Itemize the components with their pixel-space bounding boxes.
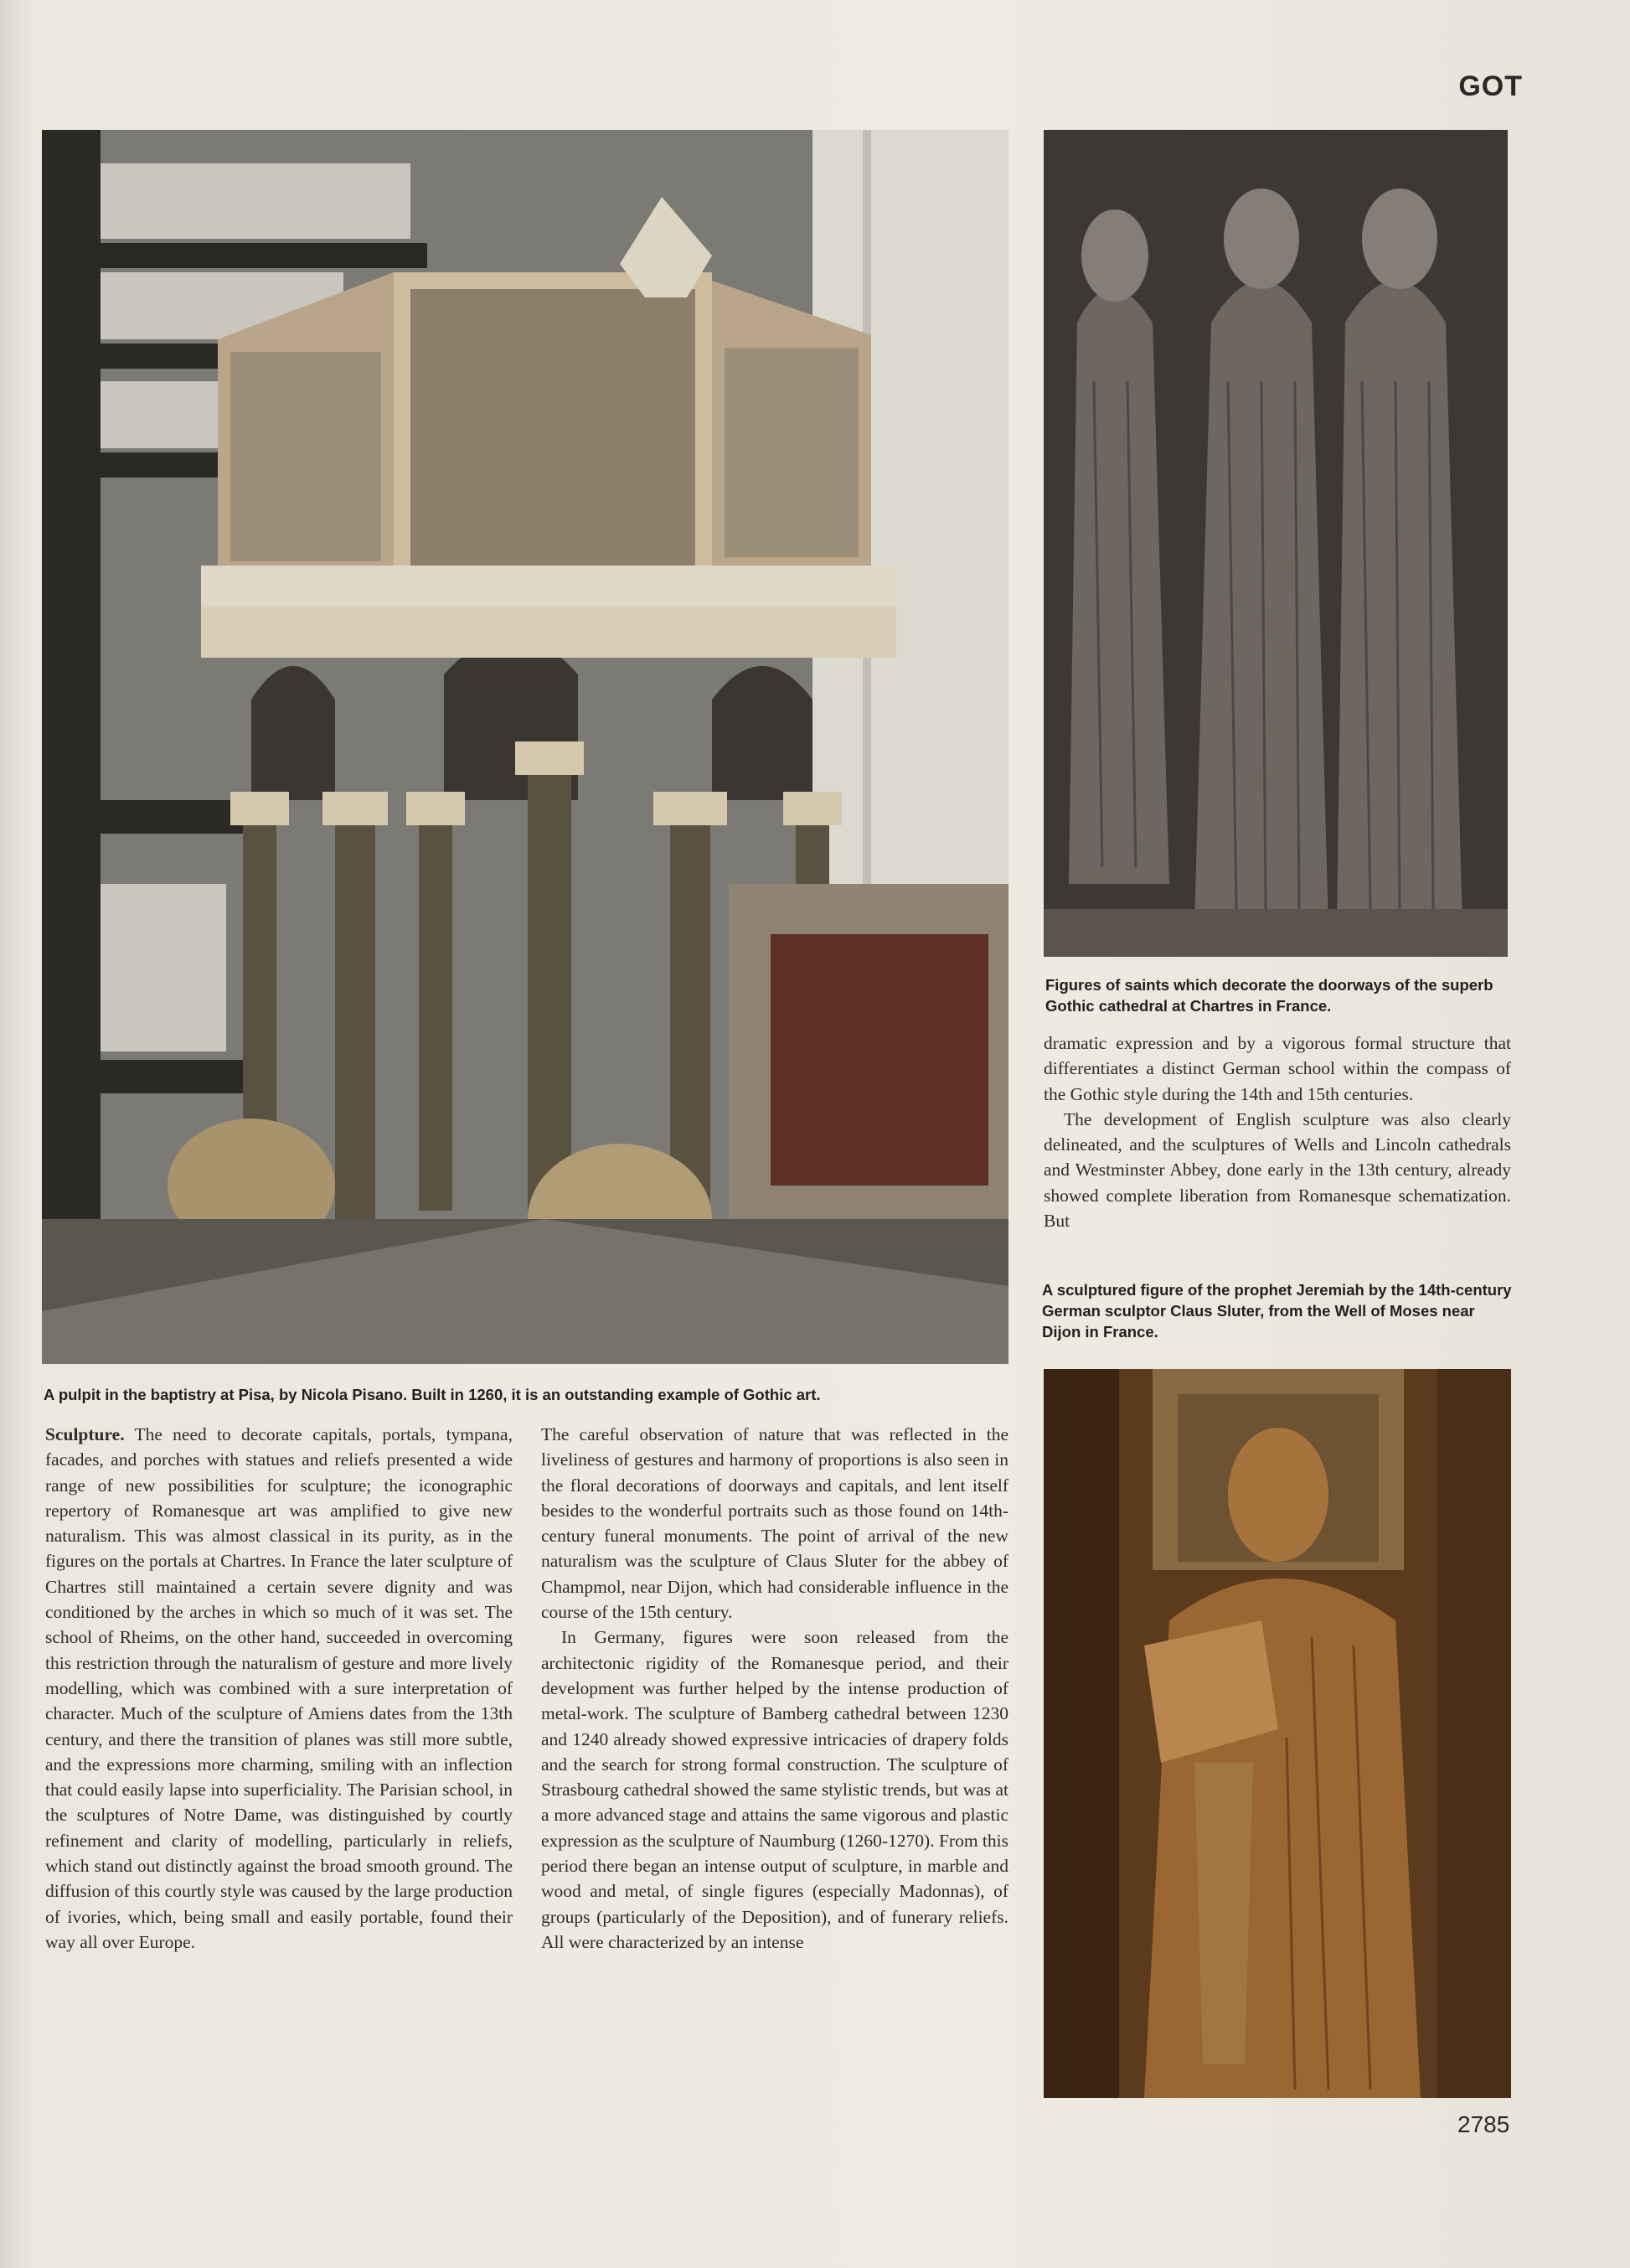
jeremiah-caption: A sculptured figure of the prophet Jeremiah by the 14th-century German sculptor Claus Sluter, from the Well of Moses near Dijon in France. (1042, 1281, 1512, 1341)
article-column-middle (541, 1422, 1008, 1955)
pisa-pulpit-photo (42, 130, 1008, 1364)
article-paragraph: In Germany, figures were soon released from the architectonic rigidity of the Romanesque period, and their development was further helped by the intense production of metal-work. The sculpture of Bamberg cathedral between 1230 and 1240 already showed expressive intricacies of drapery folds and the search for strong formal construction. The sculpture of Strasbourg cathedral showed the same stylistic trends, but was at a more advanced stage and attains the same vigorous and plastic expression as the sculpture of Naumburg (1260-1270). From this period there began an intense output of sculpture, in marble and wood and metal, of single figures (especially Madonnas), of groups (particularly of the Deposition), and of funerary reliefs. All were characterized by an intense (541, 1627, 1008, 1952)
article-paragraph: dramatic expression and by a vigorous formal structure that differentiates a distinct German school within the compass of the Gothic style during the 14th and 15th centuries. (1044, 1033, 1511, 1104)
pisa-pulpit-illustration (42, 130, 1008, 1364)
section-tag: GOT (1458, 70, 1523, 102)
section-heading: Sculpture. (45, 1424, 125, 1444)
article-column-left (45, 1422, 513, 1955)
jeremiah-sculpture-photo (1044, 1369, 1511, 2098)
jeremiah-sculpture-illustration (1044, 1369, 1511, 2098)
article-paragraph (45, 1422, 513, 1955)
article-paragraph: The careful observation of nature that was reflected in the liveliness of gestures and harmony of proportions is also seen in the floral decorations of doorways and capitals, and lent itself besides to the wonderful portraits such as those found on 14th-century funeral monuments. The point of arrival of the new naturalism was the sculpture of Claus Sluter for the abbey of Champmol, near Dijon, which had considerable influence in the course of the 15th century. (541, 1424, 1008, 1623)
chartres-saints-illustration (1044, 130, 1508, 957)
article-column-right (1044, 1031, 1511, 1233)
page-number: 2785 (1457, 2111, 1510, 2137)
saints-caption: Figures of saints which decorate the doorways of the superb Gothic cathedral at Chartres in France. (1045, 976, 1493, 1015)
pulpit-caption: A pulpit in the baptistry at Pisa, by Nicola Pisano. Built in 1260, it is an outstanding example of Gothic art. (44, 1386, 821, 1403)
chartres-saints-photo (1044, 130, 1508, 957)
article-paragraph: The development of English sculpture was also clearly delineated, and the sculptures of Wells and Lincoln cathedrals and Westminster Abbey, done early in the 13th century, already showed complete liberation from Romanesque schematization. But (1044, 1108, 1511, 1232)
article-text: The need to decorate capitals, portals, tympana, facades, and porches with statues and reliefs presented a wide range of new possibilities for sculpture; the iconographic repertory of Romanesque art was amplified to give new naturalism. This was almost classical in its purity, as in the figures on the portals at Chartres. In France the later sculpture of Chartres still maintained a certain severe dignity and was conditioned by the arches in which so much of it was set. The school of Rheims, on the other hand, succeeded in overcoming this restriction through the naturalism of gesture and more lively modelling, which was combined with a sure interpretation of character. Much of the sculpture of Amiens dates from the 13th century, and there the transition of planes was still more subtle, and the expressions more charming, smiling with an inflection that could easily lapse into superficiality. The Parisian school, in the sculptures of Notre Dame, was distinguished by courtly refinement and clarity of modelling, particularly in reliefs, which stand out distinctly against the broad smooth ground. The diffusion of this courtly style was caused by the large production of ivories, which, being small and easily portable, found their way all over Europe. (45, 1424, 513, 1952)
